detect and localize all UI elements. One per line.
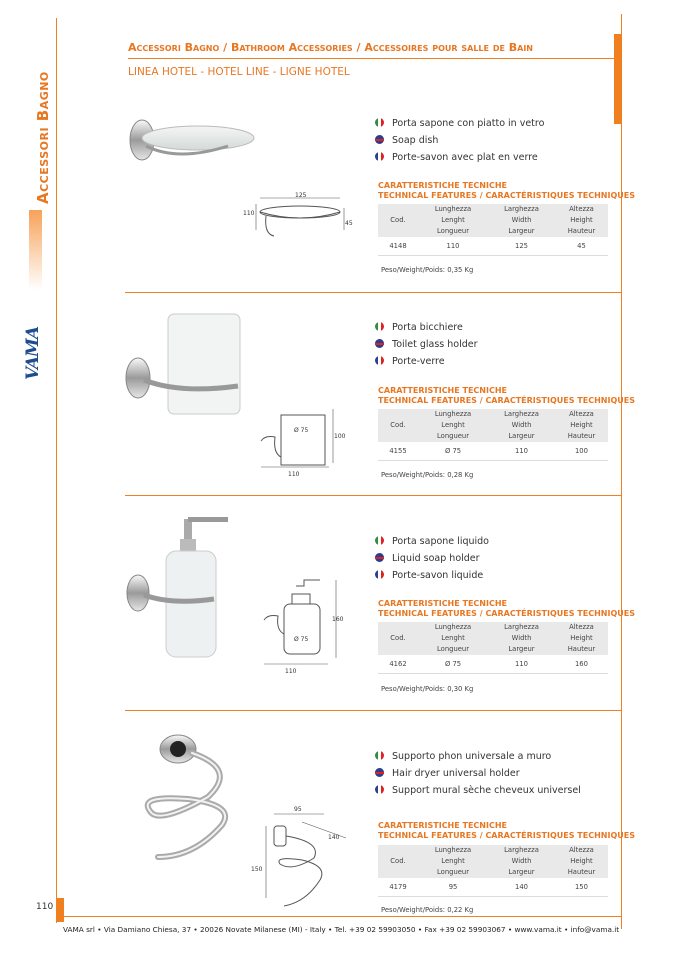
- italy-flag-icon: [375, 536, 384, 545]
- technical-drawing-soap-dish: [240, 190, 360, 250]
- tech-features-title: CARATTERISTICHE TECNICHE TECHNICAL FEATURES / CARACTÉRISTIQUES TECHNIQUES: [378, 821, 635, 840]
- dim-length: 95: [294, 806, 302, 813]
- france-flag-icon: [375, 356, 384, 365]
- product-name-it: Porta bicchiere: [375, 322, 463, 333]
- page-number: 110: [36, 902, 54, 912]
- dim-height: 100: [334, 433, 346, 440]
- italy-flag-icon: [375, 751, 384, 760]
- dim-height: 160: [332, 616, 344, 623]
- tech-features-title: CARATTERISTICHE TECNICHE TECHNICAL FEATURES / CARACTÉRISTIQUES TECHNIQUES: [378, 599, 635, 618]
- uk-flag-icon: [375, 339, 384, 348]
- sidebar-title: Accessori Bagno: [34, 71, 52, 204]
- right-rule: [621, 14, 622, 929]
- spec-table: Cod. Lunghezza Larghezza Altezza Lenght Width Height Longueur Largeur Hauteur 4155 Ø 75 110 100: [378, 409, 608, 461]
- section-divider: [125, 292, 622, 293]
- footer-contact: VAMA srl • Via Damiano Chiesa, 37 • 20026 Novate Milanese (MI) - Italy • Tel. +39 02 59903050 • Fax +39 02 59903067 • www.vama.it • info@vama.it: [63, 925, 620, 934]
- product-name-fr: Support mural sèche cheveux universel: [375, 785, 581, 796]
- product-name-en: Liquid soap holder: [375, 553, 480, 564]
- product-image-soap-dish: [118, 110, 258, 180]
- product-name-it: Supporto phon universale a muro: [375, 751, 551, 762]
- france-flag-icon: [375, 152, 384, 161]
- section-divider: [125, 710, 622, 711]
- france-flag-icon: [375, 570, 384, 579]
- dim-height: 150: [251, 866, 263, 873]
- tech-features-title: CARATTERISTICHE TECNICHE TECHNICAL FEATURES / CARACTÉRISTIQUES TECHNIQUES: [378, 386, 635, 405]
- product-weight: Peso/Weight/Poids: 0,28 Kg: [381, 471, 474, 479]
- technical-drawing-hair-dryer-holder: [262, 812, 352, 912]
- spec-table: Cod. Lunghezza Larghezza Altezza Lenght Width Height Longueur Largeur Hauteur 4179 95 140 150: [378, 845, 608, 897]
- dim-width: 110: [288, 471, 300, 478]
- italy-flag-icon: [375, 118, 384, 127]
- page-subtitle: LINEA HOTEL - HOTEL LINE - LIGNE HOTEL: [128, 66, 350, 78]
- product-weight: Peso/Weight/Poids: 0,30 Kg: [381, 685, 474, 693]
- dim-width: 125: [295, 192, 307, 199]
- spec-table: Cod. Lunghezza Larghezza Altezza Lenght Width Height Longueur Largeur Hauteur 4148 110 125 45: [378, 204, 608, 256]
- product-image-liquid-soap-holder: [122, 515, 232, 663]
- top-tab-accent: [614, 34, 622, 124]
- left-rule: [56, 18, 57, 923]
- product-name-fr: Porte-verre: [375, 356, 445, 367]
- title-underline: [128, 58, 615, 59]
- product-name-it: Porta sapone liquido: [375, 536, 489, 547]
- page-bar-accent: [56, 898, 64, 922]
- product-name-fr: Porte-savon avec plat en verre: [375, 152, 538, 163]
- product-image-glass-holder: [120, 310, 250, 422]
- section-divider: [125, 495, 622, 496]
- product-image-hair-dryer-holder: [118, 725, 248, 865]
- italy-flag-icon: [375, 322, 384, 331]
- technical-drawing-glass-holder: [255, 405, 355, 480]
- sidebar-gradient-bar: [29, 210, 42, 290]
- dim-width: 140: [328, 834, 340, 841]
- dim-diameter: Ø 75: [294, 427, 309, 434]
- product-name-en: Toilet glass holder: [375, 339, 478, 350]
- product-weight: Peso/Weight/Poids: 0,22 Kg: [381, 906, 474, 914]
- dim-diameter: Ø 75: [294, 636, 309, 643]
- france-flag-icon: [375, 785, 384, 794]
- product-name-en: Hair dryer universal holder: [375, 768, 520, 779]
- product-name-it: Porta sapone con piatto in vetro: [375, 118, 544, 129]
- dim-width: 110: [285, 668, 297, 675]
- product-name-en: Soap dish: [375, 135, 438, 146]
- uk-flag-icon: [375, 135, 384, 144]
- uk-flag-icon: [375, 768, 384, 777]
- footer-rule: [56, 916, 622, 917]
- uk-flag-icon: [375, 553, 384, 562]
- page-title: Accessori Bagno / Bathroom Accessories / Accessoires pour salle de Bain: [128, 41, 534, 54]
- dim-height: 45: [345, 220, 353, 227]
- product-weight: Peso/Weight/Poids: 0,35 Kg: [381, 266, 474, 274]
- spec-table: Cod. Lunghezza Larghezza Altezza Lenght Width Height Longueur Largeur Hauteur 4162 Ø 75 110 160: [378, 622, 608, 674]
- brand-logo: VAMA: [23, 326, 43, 380]
- tech-features-title: CARATTERISTICHE TECNICHE TECHNICAL FEATURES / CARACTÉRISTIQUES TECHNIQUES: [378, 181, 635, 200]
- product-name-fr: Porte-savon liquide: [375, 570, 483, 581]
- dim-length: 110: [243, 210, 255, 217]
